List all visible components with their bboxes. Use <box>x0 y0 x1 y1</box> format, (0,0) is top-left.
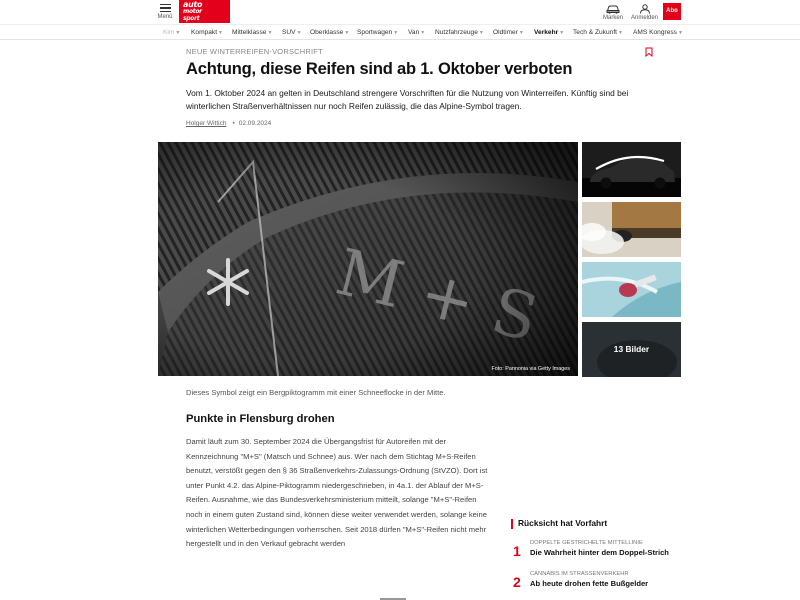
car-icon <box>606 4 620 14</box>
car-snow-photo <box>582 142 681 197</box>
author-link[interactable]: Holger Wittich <box>186 120 227 127</box>
gallery-thumb-more[interactable] <box>582 322 681 377</box>
nav-item-kompakt[interactable]: Kompakt▼ <box>191 29 223 36</box>
article-kicker: NEUE WINTERREIFEN-VORSCHRIFT <box>186 47 323 56</box>
article-title: Achtung, diese Reifen sind ab 1. Oktober verboten <box>186 60 573 78</box>
top-bar <box>0 0 800 24</box>
user-icon <box>639 4 651 14</box>
chevron-down-icon: ▼ <box>518 30 524 36</box>
menu-label: Menü <box>157 13 173 20</box>
nav-item-tech-zukunft[interactable]: Tech & Zukunft▼ <box>573 29 623 36</box>
nav-item-sportwagen[interactable]: Sportwagen▼ <box>357 29 399 36</box>
chevron-down-icon: ▼ <box>677 30 683 36</box>
exhaust-photo <box>582 202 681 257</box>
nav-item-ams-kongress[interactable]: AMS Kongress▼ <box>633 29 683 36</box>
hamburger-icon <box>160 4 171 12</box>
widget-item[interactable] <box>511 571 681 599</box>
widget-item[interactable] <box>511 540 681 570</box>
chevron-down-icon: ▼ <box>617 30 623 36</box>
widget-item-number: 1 <box>513 543 521 559</box>
nav-item-verkehr[interactable]: Verkehr▼ <box>534 29 565 36</box>
widget-item-number: 2 <box>513 574 521 590</box>
chevron-down-icon: ▼ <box>393 30 399 36</box>
nav-item-nutzfahrzeuge[interactable]: Nutzfahrzeuge▼ <box>435 29 484 36</box>
gallery-thumb-2[interactable] <box>582 202 681 257</box>
nav-item-oldtimer[interactable]: Oldtimer▼ <box>493 29 524 36</box>
chevron-down-icon: ▼ <box>559 30 565 36</box>
gallery-thumb-3[interactable] <box>582 262 681 317</box>
publish-date: 02.09.2024 <box>238 120 272 127</box>
chevron-down-icon: ▼ <box>267 30 273 36</box>
hero-image[interactable] <box>158 142 578 376</box>
nav-item-van[interactable]: Van▼ <box>408 29 426 36</box>
nav-item-mittelklasse[interactable]: Mittelklasse▼ <box>232 29 273 36</box>
marken-label: Marken <box>603 15 624 21</box>
widget-title: Rücksicht hat Vorfahrt <box>511 518 607 528</box>
image-caption: Dieses Symbol zeigt ein Bergpiktogramm mit einer Schneeflocke in der Mitte. <box>186 388 446 397</box>
byline <box>186 120 271 127</box>
section-heading: Punkte in Flensburg drohen <box>186 413 335 425</box>
widget-item-kicker: CANNABIS IM STRASSENVERKEHR <box>530 571 629 577</box>
bookmark-button[interactable] <box>645 44 653 62</box>
bookmark-icon <box>645 47 653 57</box>
scroll-indicator <box>380 598 406 600</box>
chevron-down-icon: ▼ <box>296 30 302 36</box>
nav-item-kim[interactable]: Kim▼ <box>163 29 181 36</box>
site-logo[interactable]: auto motor sport <box>179 0 230 23</box>
nav-item-oberklasse[interactable]: Oberklasse▼ <box>310 29 350 36</box>
image-credit: Foto: Pannonia via Getty Images <box>491 366 570 372</box>
marken-button[interactable] <box>603 4 623 21</box>
widget-item-title: Die Wahrheit hinter dem Doppel-Strich <box>530 548 669 557</box>
widget-item-title: Ab heute drohen fette Bußgelder <box>530 579 649 588</box>
chevron-down-icon: ▼ <box>420 30 426 36</box>
separator-dot: • <box>232 120 235 127</box>
chevron-down-icon: ▼ <box>218 30 223 36</box>
article-lead: Vom 1. Oktober 2024 an gelten in Deutschland strengere Vorschriften für die Nutzung von Winterreifen. Künftig sind bei winterlichen Straßenverhältnissen nur noch Reifen zulässig, die das Alpine-Symbol tragen. <box>186 88 629 112</box>
login-label: Anmelden <box>631 15 659 21</box>
ice-scraping-photo <box>582 262 681 317</box>
gallery-count: 13 Bilder <box>613 344 650 354</box>
article-body: Damit läuft zum 30. September 2024 die Übergangsfrist für Autoreifen mit der Kennzeichnung "M+S" (Matsch und Schnee) aus. Wer nach dem Stichtag M+S-Reifen benutzt, verstößt gegen den § 36 Straßenverkehrs-Zulassungs-Ordnung (StVZO). Dort ist unter Punkt 4.2. das Alpine-Piktogramm niedergeschrieben, in 4a.1. der Ablauf der M+S-Reifen. Ausnahme, wie das Bundesverkehrsministerium mitteilt, solange "M+S"-Reifen noch in einem guten Zustand sind, können diese weiter verwendet werden, solange keine winterlichen Wetterbedingungen vorherrschen. Seit 2018 dürfen "M+S"-Reifen nicht mehr hergestellt und in den Verkauf gebracht werden <box>186 437 488 549</box>
gallery-thumb-1[interactable] <box>582 142 681 197</box>
main-nav <box>0 24 800 40</box>
menu-button[interactable] <box>156 2 174 20</box>
login-button[interactable] <box>631 4 658 21</box>
widget-item-kicker: DOPPELTE GESTRICHELTE MITTELLINIE <box>530 540 643 546</box>
abo-button[interactable]: Abo <box>663 3 681 20</box>
nav-item-suv[interactable]: SUV▼ <box>282 29 302 36</box>
chevron-down-icon: ▼ <box>478 30 484 36</box>
chevron-down-icon: ▼ <box>344 30 350 36</box>
chevron-down-icon: ▼ <box>175 30 181 36</box>
tire-photo <box>158 142 578 376</box>
